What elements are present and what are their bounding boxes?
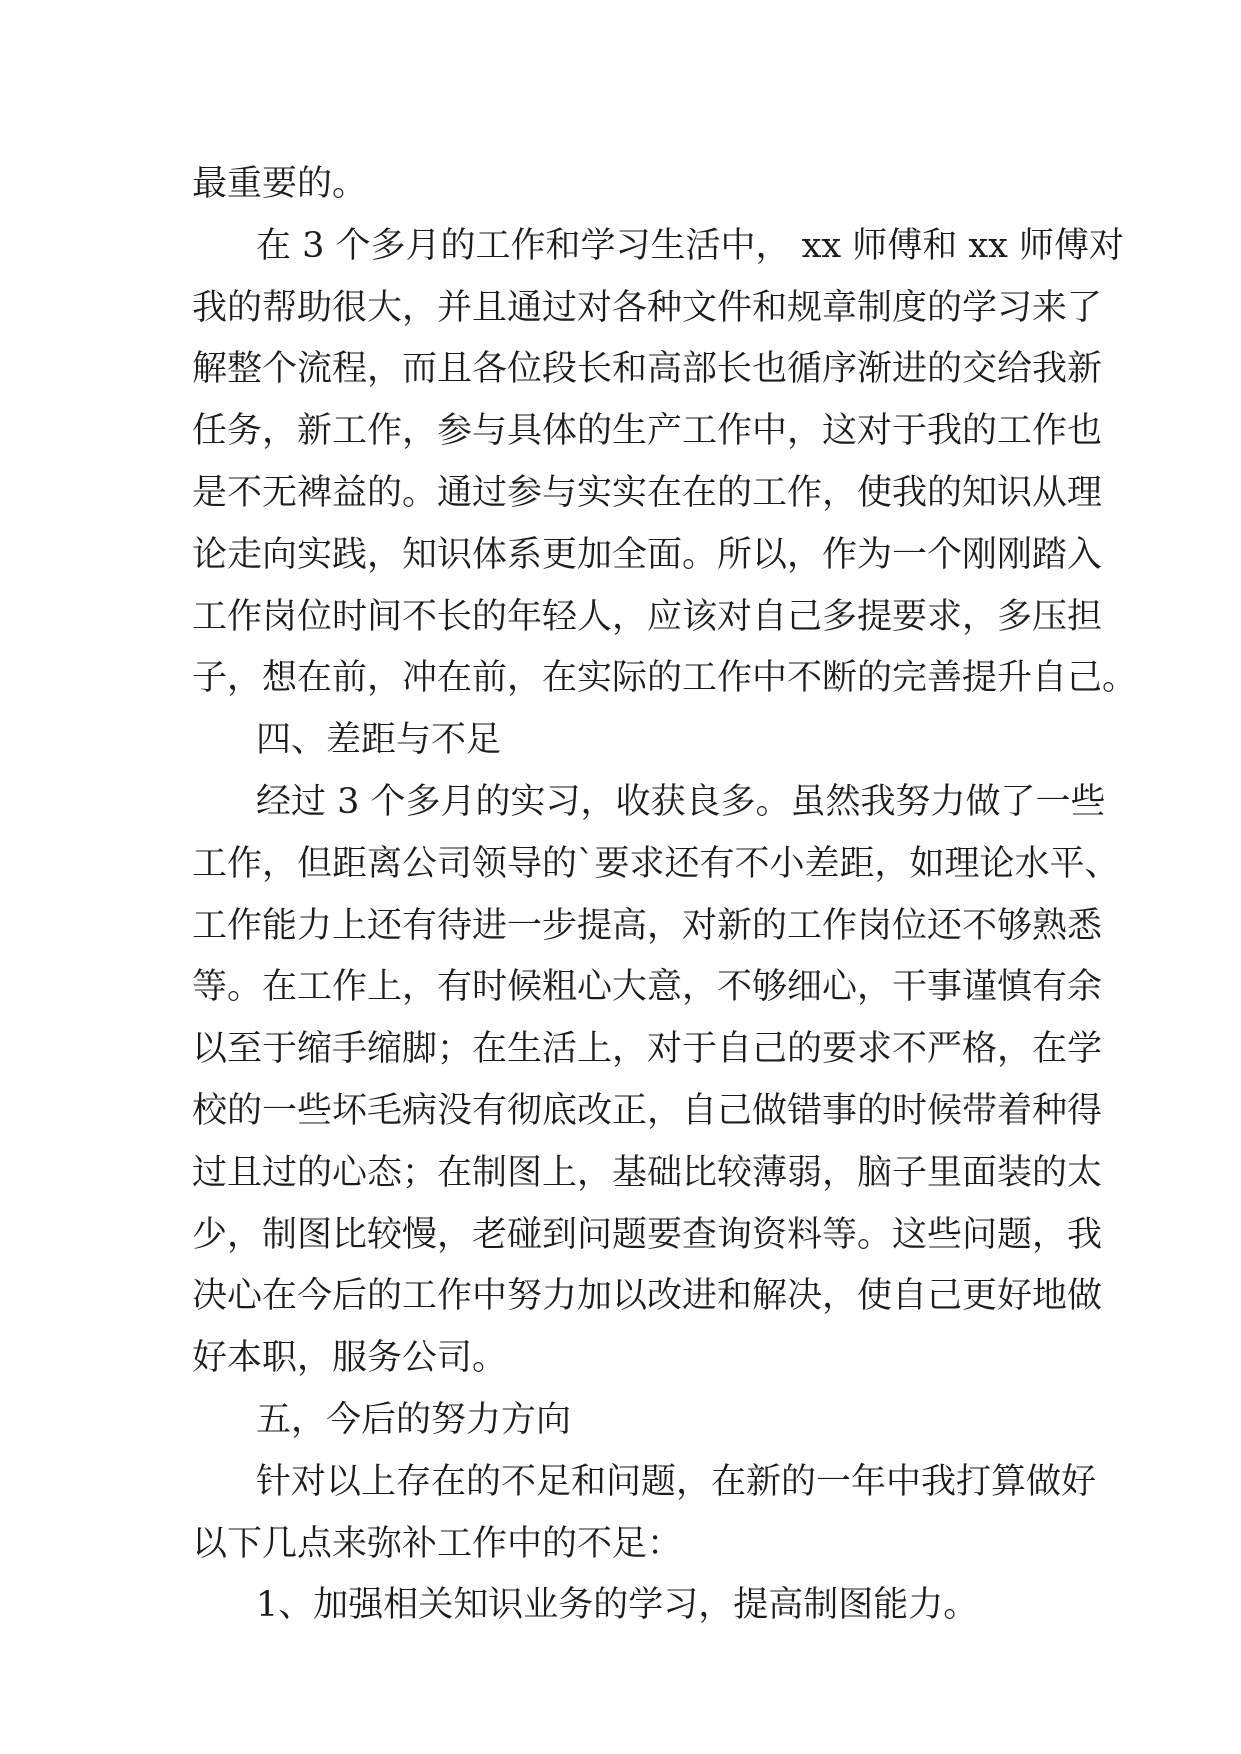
text-line: 是不无裨益的。通过参与实实在在的工作，使我的知识从理 xyxy=(192,472,1103,513)
text-line: 针对以上存在的不足和问题，在新的一年中我打算做好 xyxy=(256,1461,1097,1502)
section-heading: 四、差距与不足 xyxy=(256,720,502,761)
text-line: 解整个流程，而且各位段长和高部长也循序渐进的交给我新 xyxy=(192,349,1103,390)
text-line: 我的帮助很大，并且通过对各种文件和规章制度的学习来了 xyxy=(192,287,1103,328)
list-item: 1、加强相关知识业务的学习，提高制图能力。 xyxy=(256,1585,979,1626)
text-line: 任务，新工作，参与具体的生产工作中，这对于我的工作也 xyxy=(192,411,1103,452)
text-line: 工作，但距离公司领导的`要求还有不小差距，如理论水平、 xyxy=(192,843,1120,884)
text-line: 最重要的。 xyxy=(192,164,368,204)
text-line: 等。在工作上，有时候粗心大意，不够细心，干事谨慎有余 xyxy=(192,967,1103,1008)
text-line: 工作能力上还有待进一步提高，对新的工作岗位还不够熟悉 xyxy=(192,905,1103,946)
text-line: 决心在今后的工作中努力加以改进和解决，使自己更好地做 xyxy=(192,1276,1103,1317)
section-heading: 五，今后的努力方向 xyxy=(256,1399,572,1440)
text-line: 经过 3 个多月的实习，收获良多。虽然我努力做了一些 xyxy=(256,781,1106,822)
text-line: 在 3 个多月的工作和学习生活中， xx 师傅和 xx 师傅对 xyxy=(256,225,1124,266)
text-line: 以下几点来弥补工作中的不足： xyxy=(192,1523,683,1564)
text-line: 过且过的心态；在制图上，基础比较薄弱，脑子里面装的太 xyxy=(192,1152,1103,1193)
text-line: 以至于缩手缩脚；在生活上，对于自己的要求不严格，在学 xyxy=(192,1029,1103,1070)
text-line: 子，想在前，冲在前，在实际的工作中不断的完善提升自己。 xyxy=(192,658,1138,699)
text-line: 好本职，服务公司。 xyxy=(192,1338,508,1379)
text-line: 工作岗位时间不长的年轻人，应该对自己多提要求，多压担 xyxy=(192,596,1103,637)
text-line: 校的一些坏毛病没有彻底改正，自己做错事的时候带着种得 xyxy=(192,1090,1103,1131)
document-body xyxy=(192,154,1138,1637)
text-line: 论走向实践，知识体系更加全面。所以，作为一个刚刚踏入 xyxy=(192,534,1103,575)
text-line: 少，制图比较慢，老碰到问题要查询资料等。这些问题，我 xyxy=(192,1214,1103,1255)
